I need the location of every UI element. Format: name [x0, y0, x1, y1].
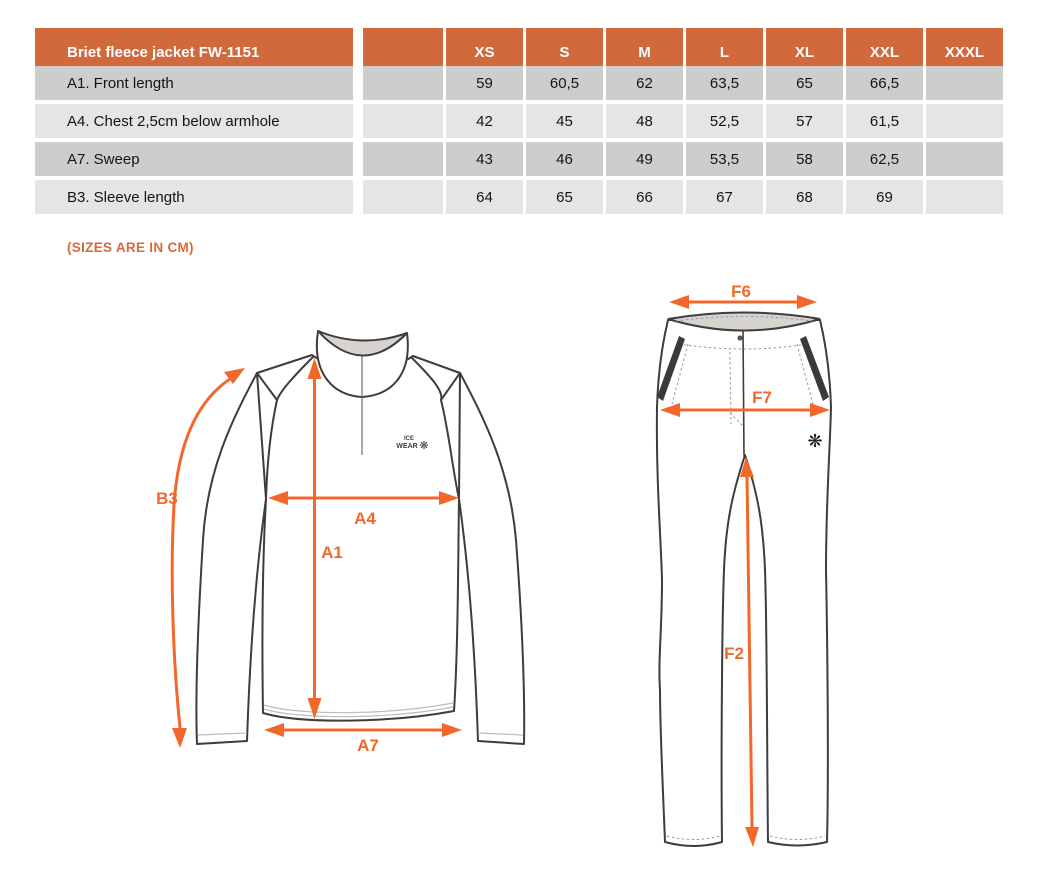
cell-value: 49	[606, 142, 683, 176]
table-title: Briet fleece jacket FW-1151	[35, 28, 360, 77]
size-col-header-xl: XL	[766, 28, 843, 77]
a7-arrow	[264, 723, 462, 737]
cell-value: 68	[766, 180, 843, 214]
cell-value	[926, 66, 1003, 100]
size-col-header-m: M	[606, 28, 683, 77]
cell-value: 45	[526, 104, 603, 138]
cell-value: 58	[766, 142, 843, 176]
snowflake-icon: ❋	[807, 431, 823, 451]
cell-value: 64	[446, 180, 523, 214]
cell-value: 59	[446, 66, 523, 100]
cell-value: 43	[446, 142, 523, 176]
row-label: A4. Chest 2,5cm below armhole	[35, 104, 360, 138]
cell-value	[926, 142, 1003, 176]
pants-outline	[657, 313, 831, 847]
jacket-label-a7: A7	[357, 736, 379, 755]
size-table	[35, 28, 1003, 214]
pants-diagram	[620, 280, 920, 880]
cell-value: 67	[686, 180, 763, 214]
svg-text:WEAR: WEAR	[396, 443, 418, 450]
row-label: A1. Front length	[35, 66, 360, 100]
cell-value: 69	[846, 180, 923, 214]
waist-button	[737, 335, 742, 340]
cell-value: 57	[766, 104, 843, 138]
pants-label-f6: F6	[731, 282, 751, 301]
size-col-header-l: L	[686, 28, 763, 77]
cell-value	[926, 180, 1003, 214]
jacket-label-b3: B3	[156, 489, 178, 508]
pants-label-f2: F2	[724, 644, 744, 663]
row-spacer-cell	[363, 66, 443, 100]
cell-value: 65	[526, 180, 603, 214]
jacket-label-a4: A4	[354, 509, 376, 528]
cell-value: 52,5	[686, 104, 763, 138]
size-col-header-s: S	[526, 28, 603, 77]
snowflake-icon: ❋	[419, 440, 429, 452]
cell-value: 42	[446, 104, 523, 138]
cell-value: 61,5	[846, 104, 923, 138]
pants-label-f7: F7	[752, 388, 772, 407]
cell-value: 48	[606, 104, 683, 138]
cell-value: 62,5	[846, 142, 923, 176]
jacket-outline	[196, 331, 524, 744]
cell-value: 60,5	[526, 66, 603, 100]
cell-value: 62	[606, 66, 683, 100]
row-spacer-cell	[363, 142, 443, 176]
size-col-header-xs: XS	[446, 28, 523, 77]
svg-text:ICE: ICE	[403, 436, 415, 442]
cell-value: 66	[606, 180, 683, 214]
row-spacer-cell	[363, 180, 443, 214]
size-col-header-xxl: XXL	[846, 28, 923, 77]
jacket-diagram	[140, 280, 580, 800]
size-col-header-xxxl: XXXL	[926, 28, 1003, 77]
cell-value: 46	[526, 142, 603, 176]
cell-value: 53,5	[686, 142, 763, 176]
cell-value: 63,5	[686, 66, 763, 100]
row-spacer-cell	[363, 104, 443, 138]
cell-value: 66,5	[846, 66, 923, 100]
jacket-label-a1: A1	[321, 543, 343, 562]
sizes-note: (SIZES ARE IN CM)	[67, 240, 194, 255]
cell-value	[926, 104, 1003, 138]
cell-value: 65	[766, 66, 843, 100]
row-label: A7. Sweep	[35, 142, 360, 176]
row-label: B3. Sleeve length	[35, 180, 360, 214]
